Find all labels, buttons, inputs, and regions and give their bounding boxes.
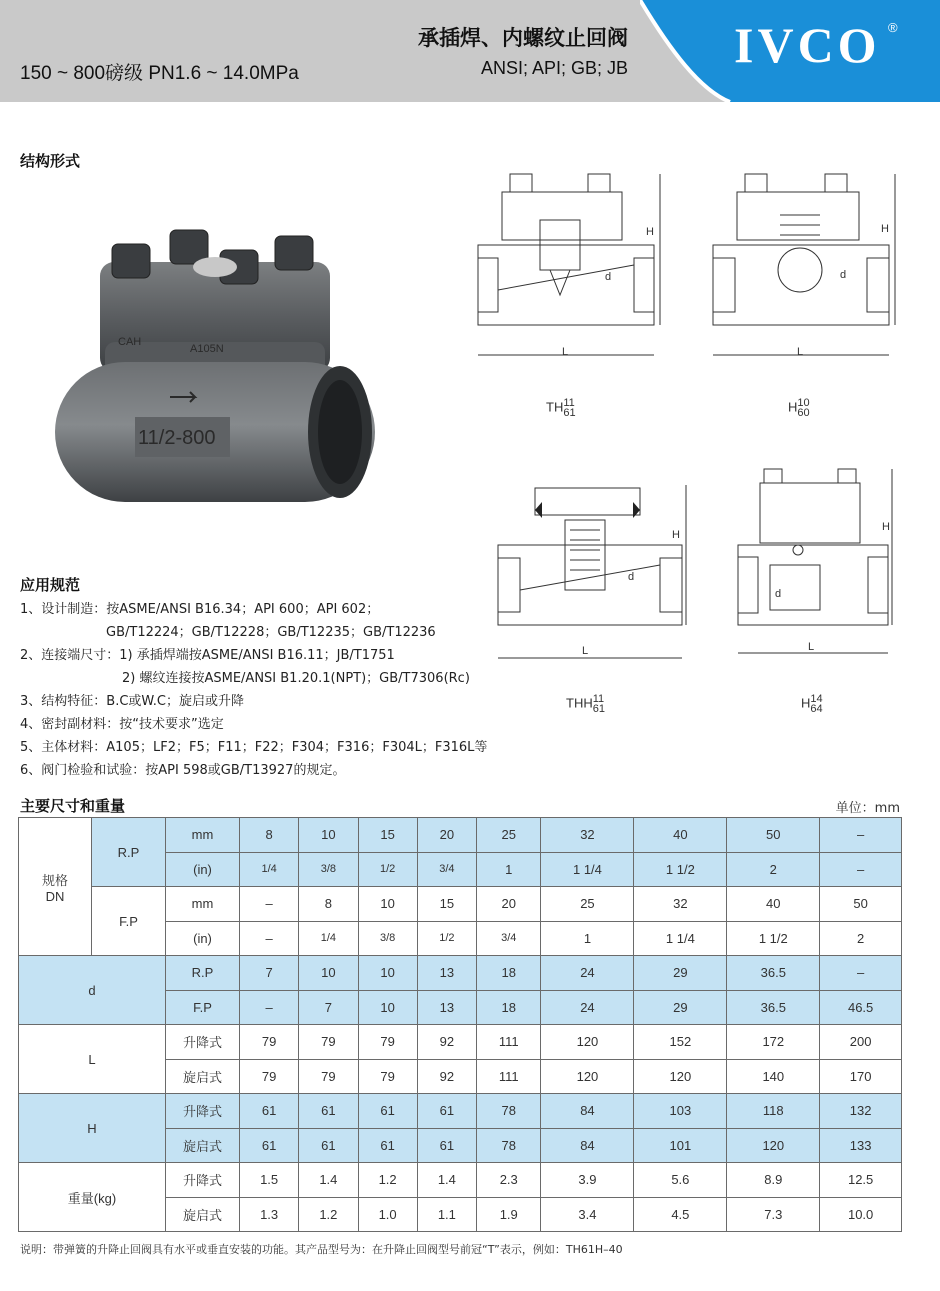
table-cell: 10 xyxy=(299,956,358,991)
table-cell: 15 xyxy=(417,887,476,922)
diagram-label-h64: H 14 64 xyxy=(801,693,823,715)
table-cell: 61 xyxy=(417,1128,476,1163)
photo-mark-right: A105N xyxy=(190,343,224,355)
table-cell: 120 xyxy=(541,1025,634,1060)
table-cell: 10 xyxy=(358,990,417,1025)
weight-header: 重量(kg) xyxy=(19,1163,166,1232)
table-cell: 50 xyxy=(820,887,902,922)
brand-logo: IVCO xyxy=(734,17,881,73)
table-cell: 10.0 xyxy=(820,1197,902,1232)
spec-line: 2、连接端尺寸：1) 承插焊端按ASME/ANSI B16.11；JB/T1751 xyxy=(20,648,395,663)
table-cell: 40 xyxy=(634,818,727,853)
spec-line: 6、阀门检验和试验：按API 598或GB/T13927的规定。 xyxy=(20,763,346,778)
table-cell: 50 xyxy=(727,818,820,853)
section-structure-title: 结构形式 xyxy=(20,152,81,170)
spec-line: GB/T12224；GB/T12228；GB/T12235；GB/T12236 xyxy=(106,625,436,640)
table-cell: 3/8 xyxy=(358,921,417,956)
dim-h-label: H xyxy=(882,521,890,533)
table-cell: 29 xyxy=(634,956,727,991)
table-cell: 2.3 xyxy=(477,1163,541,1198)
table-cell: 61 xyxy=(240,1128,299,1163)
table-cell: 1.2 xyxy=(358,1163,417,1198)
table-cell: 1.2 xyxy=(299,1197,358,1232)
table-cell: 120 xyxy=(634,1059,727,1094)
table-cell: 103 xyxy=(634,1094,727,1129)
rp-header: R.P xyxy=(92,818,166,887)
table-cell: 111 xyxy=(477,1025,541,1060)
spec-line: 5、主体材料：A105；LF2；F5；F11；F22；F304；F316；F304L；F316L等 xyxy=(20,740,488,755)
fp-header: F.P xyxy=(92,887,166,956)
diagram-label-th61: TH 11 61 xyxy=(546,397,576,419)
dim-d-label: d xyxy=(840,269,847,281)
spec-line: 2) 螺纹连接按ASME/ANSI B1.20.1(NPT)；GB/T7306(Rc) xyxy=(122,671,470,686)
table-cell: 10 xyxy=(358,887,417,922)
table-cell: 1 1/2 xyxy=(634,852,727,887)
pressure-class: 150 ~ 800磅级 PN1.6 ~ 14.0MPa xyxy=(20,63,299,84)
mm-header: mm xyxy=(166,818,240,853)
table-cell: 1 xyxy=(477,852,541,887)
d-header: d xyxy=(19,956,166,1025)
spec-line: 1、设计制造：按ASME/ANSI B16.34；API 600；API 602； xyxy=(20,602,380,617)
table-cell: 25 xyxy=(477,818,541,853)
table-cell: – xyxy=(240,887,299,922)
table-cell: 旋启式 xyxy=(166,1197,240,1232)
valve-photo xyxy=(50,222,380,532)
dim-d-label: d xyxy=(605,271,612,283)
table-cell: 36.5 xyxy=(727,956,820,991)
section-dimensions-title: 主要尺寸和重量 xyxy=(20,797,126,815)
table-cell: 46.5 xyxy=(820,990,902,1025)
table-cell: 140 xyxy=(727,1059,820,1094)
dim-l-label: L xyxy=(808,641,815,653)
table-cell: – xyxy=(820,818,902,853)
photo-size-mark: 11/2-800 xyxy=(138,427,216,449)
table-cell: 13 xyxy=(417,956,476,991)
table-cell: 20 xyxy=(477,887,541,922)
table-cell: 20 xyxy=(417,818,476,853)
l-header: L xyxy=(19,1025,166,1094)
diagram-h64 xyxy=(730,465,915,665)
spec-line: 3、结构特征：B.C或W.C；旋启或升降 xyxy=(20,694,244,709)
spec-list xyxy=(20,598,487,782)
dim-h-label: H xyxy=(646,226,654,238)
table-cell: mm xyxy=(166,887,240,922)
table-cell: 升降式 xyxy=(166,1025,240,1060)
table-cell: R.P xyxy=(166,956,240,991)
table-cell: 7 xyxy=(240,956,299,991)
registered-mark: ® xyxy=(888,20,898,35)
table-cell: 61 xyxy=(417,1094,476,1129)
table-cell: 132 xyxy=(820,1094,902,1129)
table-cell: 1 xyxy=(541,921,634,956)
table-cell: 61 xyxy=(299,1128,358,1163)
table-cell: 1.1 xyxy=(417,1197,476,1232)
in-header: (in) xyxy=(166,852,240,887)
spec-line: 4、密封副材料：按“技术要求”选定 xyxy=(20,717,224,732)
section-application-title: 应用规范 xyxy=(20,576,81,594)
table-cell: 79 xyxy=(299,1059,358,1094)
dimensions-table xyxy=(18,817,902,1232)
table-row xyxy=(19,887,902,922)
table-cell: 13 xyxy=(417,990,476,1025)
diagram-thh61 xyxy=(490,470,700,665)
table-cell: 120 xyxy=(541,1059,634,1094)
table-cell: 133 xyxy=(820,1128,902,1163)
table-cell: 1/2 xyxy=(358,852,417,887)
table-cell: 29 xyxy=(634,990,727,1025)
table-cell: 40 xyxy=(727,887,820,922)
table-cell: 3/8 xyxy=(299,852,358,887)
table-row xyxy=(19,1094,902,1129)
table-cell: 1.0 xyxy=(358,1197,417,1232)
dim-d-label: d xyxy=(775,588,782,600)
dim-l-label: L xyxy=(582,645,589,657)
table-cell: – xyxy=(820,852,902,887)
table-row xyxy=(19,1025,902,1060)
table-cell: 3.4 xyxy=(541,1197,634,1232)
table-cell: 84 xyxy=(541,1094,634,1129)
table-cell: 24 xyxy=(541,990,634,1025)
table-cell: 18 xyxy=(477,990,541,1025)
table-cell: 2 xyxy=(727,852,820,887)
diagram-th61 xyxy=(470,170,685,370)
table-cell: 升降式 xyxy=(166,1094,240,1129)
table-cell: 1.5 xyxy=(240,1163,299,1198)
table-cell: 1.9 xyxy=(477,1197,541,1232)
table-cell: 8.9 xyxy=(727,1163,820,1198)
diagram-h60 xyxy=(705,170,915,370)
table-cell: 111 xyxy=(477,1059,541,1094)
table-cell: 7.3 xyxy=(727,1197,820,1232)
table-cell: 200 xyxy=(820,1025,902,1060)
table-cell: – xyxy=(240,990,299,1025)
table-cell: 61 xyxy=(240,1094,299,1129)
table-cell: 120 xyxy=(727,1128,820,1163)
table-row xyxy=(19,1163,902,1198)
table-cell: 79 xyxy=(240,1025,299,1060)
table-cell: – xyxy=(240,921,299,956)
dim-h-label: H xyxy=(672,529,680,541)
footnote: 说明：带弹簧的升降止回阀具有水平或垂直安装的功能。其产品型号为：在升降止回阀型号前冠“T”表示，例如：TH61H–40 xyxy=(20,1243,623,1256)
table-cell: 1 1/4 xyxy=(634,921,727,956)
table-cell: 1/4 xyxy=(240,852,299,887)
table-cell: 61 xyxy=(358,1094,417,1129)
table-cell: 3/4 xyxy=(417,852,476,887)
dim-h-label: H xyxy=(881,223,889,235)
table-cell: 1/2 xyxy=(417,921,476,956)
standards: ANSI; API; GB; JB xyxy=(480,58,628,78)
table-cell: 1 1/2 xyxy=(727,921,820,956)
table-cell: 旋启式 xyxy=(166,1059,240,1094)
table-cell: 12.5 xyxy=(820,1163,902,1198)
table-cell: 78 xyxy=(477,1128,541,1163)
table-cell: 32 xyxy=(634,887,727,922)
table-cell: 79 xyxy=(358,1025,417,1060)
spec-dn-header: 规格 DN xyxy=(19,818,92,956)
table-cell: 1/4 xyxy=(299,921,358,956)
table-cell: 1 1/4 xyxy=(541,852,634,887)
table-cell: 5.6 xyxy=(634,1163,727,1198)
table-cell: 4.5 xyxy=(634,1197,727,1232)
table-cell: – xyxy=(820,956,902,991)
table-cell: 旋启式 xyxy=(166,1128,240,1163)
table-cell: 84 xyxy=(541,1128,634,1163)
table-cell: 79 xyxy=(358,1059,417,1094)
table-cell: 92 xyxy=(417,1025,476,1060)
table-cell: 3.9 xyxy=(541,1163,634,1198)
table-cell: 10 xyxy=(299,818,358,853)
table-cell: 8 xyxy=(299,887,358,922)
unit-label: 单位：mm xyxy=(835,801,900,816)
table-cell: 7 xyxy=(299,990,358,1025)
table-cell: 118 xyxy=(727,1094,820,1129)
table-cell: 25 xyxy=(541,887,634,922)
table-row xyxy=(19,818,902,853)
table-row xyxy=(19,956,902,991)
h-header: H xyxy=(19,1094,166,1163)
table-cell: 32 xyxy=(541,818,634,853)
page-title: 承插焊、内螺纹止回阀 xyxy=(418,26,628,50)
dim-l-label: L xyxy=(797,346,804,358)
table-cell: 1.4 xyxy=(299,1163,358,1198)
table-cell: 79 xyxy=(240,1059,299,1094)
photo-mark-left: CAH xyxy=(118,336,142,348)
table-cell: 170 xyxy=(820,1059,902,1094)
diagram-label-h60: H 10 60 xyxy=(788,397,810,419)
table-cell: 1.4 xyxy=(417,1163,476,1198)
table-cell: 8 xyxy=(240,818,299,853)
table-cell: 61 xyxy=(299,1094,358,1129)
table-cell: 101 xyxy=(634,1128,727,1163)
table-cell: 172 xyxy=(727,1025,820,1060)
table-cell: (in) xyxy=(166,921,240,956)
table-cell: 18 xyxy=(477,956,541,991)
table-cell: 152 xyxy=(634,1025,727,1060)
table-cell: 升降式 xyxy=(166,1163,240,1198)
dim-l-label: L xyxy=(562,346,569,358)
table-cell: 79 xyxy=(299,1025,358,1060)
table-cell: 1.3 xyxy=(240,1197,299,1232)
table-cell: 61 xyxy=(358,1128,417,1163)
table-cell: 2 xyxy=(820,921,902,956)
table-cell: 3/4 xyxy=(477,921,541,956)
dim-d-label: d xyxy=(628,571,635,583)
table-cell: 24 xyxy=(541,956,634,991)
table-cell: 10 xyxy=(358,956,417,991)
table-cell: F.P xyxy=(166,990,240,1025)
diagram-label-thh61: THH 11 61 xyxy=(566,693,605,715)
table-cell: 78 xyxy=(477,1094,541,1129)
table-cell: 36.5 xyxy=(727,990,820,1025)
table-cell: 15 xyxy=(358,818,417,853)
table-cell: 92 xyxy=(417,1059,476,1094)
